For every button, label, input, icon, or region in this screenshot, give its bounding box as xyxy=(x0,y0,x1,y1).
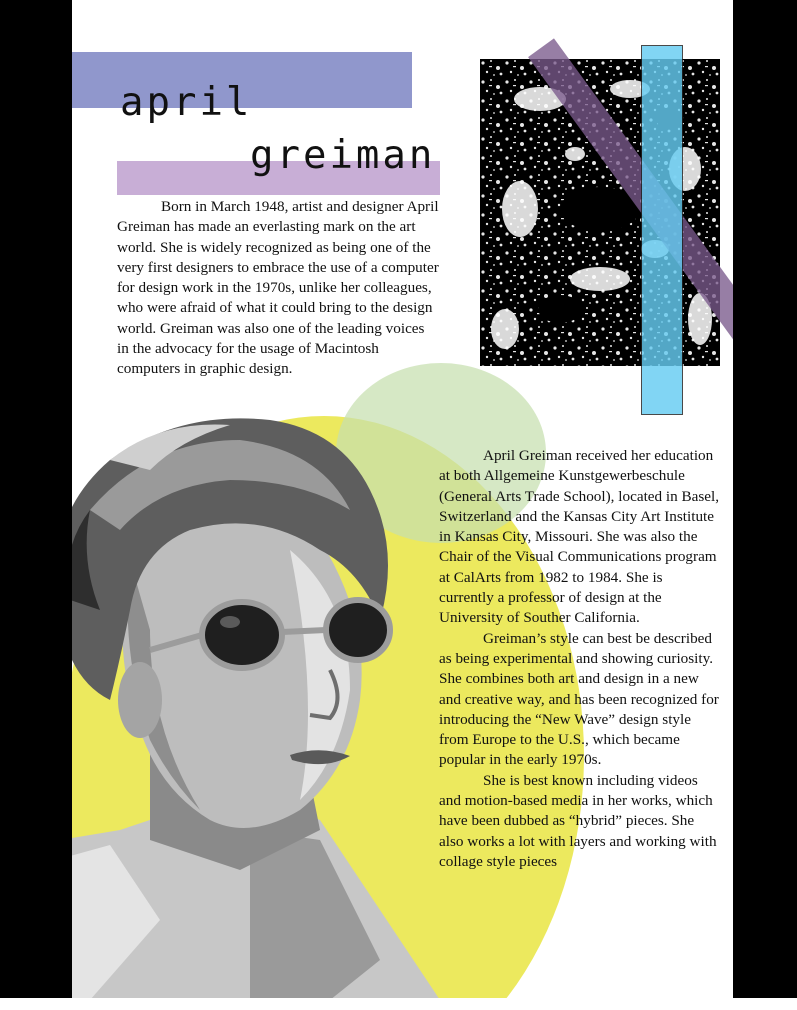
body-paragraph-education: April Greiman received her education at both Allgemeine Kunstgewerbeschule (General Arts Trade School), located in Basel, Switzerland and the Kansas City Art Institute in Kansas City, Missouri. She was also the Chair of the Visual Communications program at CalArts from 1982 to 1984. She is currently a professor of design at the University of Souther California. xyxy=(439,447,720,627)
body-paragraph-style: Greiman’s style can best be described as being experimental and showing curiosity. She combines both art and design in a new and creative way, and has been recognized for introducing the “New Wave” design style from Europe to the U.S., which became popular in the early 1970s. xyxy=(439,629,719,769)
body-column xyxy=(439,446,721,872)
title-first-name: april xyxy=(120,80,253,125)
bottom-margin xyxy=(0,998,797,1010)
title-last-name: greiman xyxy=(250,133,436,178)
vertical-cyan-bar xyxy=(641,45,683,415)
intro-text: Born in March 1948, artist and designer April Greiman has made an everlasting mark on the art world. She is widely recognized as being one of the very first designers to embrace the use of a computer for design work in the 1970s, unlike her colleagues, who were afraid of what it could bring to the design world. Greiman was also one of the leading voices in the advocacy for the usage of Macintosh computers in graphic design. xyxy=(117,198,439,378)
portrait-illustration xyxy=(72,400,470,1000)
magazine-page xyxy=(72,0,733,1000)
body-paragraph-works: She is best known including videos and motion-based media in her works, which have been dubbed as “hybrid” pieces. She also works a lot with layers and working with collage style pieces xyxy=(439,771,717,870)
intro-paragraph xyxy=(117,197,439,380)
